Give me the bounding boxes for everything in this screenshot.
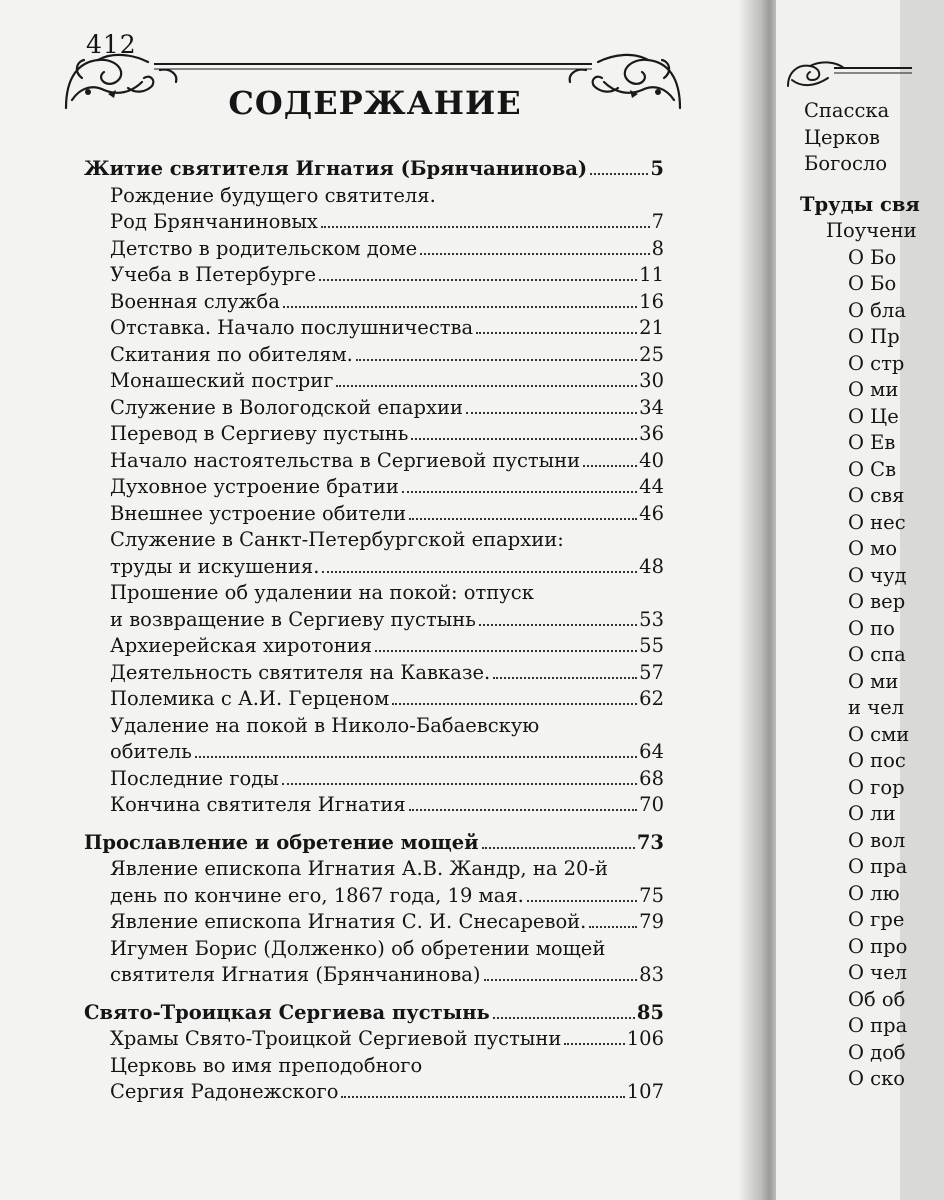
toc-section [84,830,664,857]
toc-page-number: 30 [639,369,664,392]
right-page-line: Поучени [826,219,917,242]
right-page-line: О чел [848,961,908,984]
toc-leader-dots [336,385,637,387]
toc-page-number: 68 [639,766,664,790]
toc-entry [84,474,664,501]
toc-section [84,1000,664,1027]
right-page-line: О по [848,616,895,640]
toc-entry [84,1053,664,1080]
right-page-line: О спа [848,643,906,666]
toc-entry-title: Свято-Троицкая Сергиева пустынь [84,1000,490,1024]
toc-page-number: 44 [639,475,664,498]
toc-entry-title: Сергия Радонежского [110,1080,339,1103]
right-page-line: Спасска [804,99,890,122]
right-page-line: О пос [848,749,906,772]
toc-page-number: 75 [639,883,664,907]
toc-entry-title: Служение в Вологодской епархии [110,395,464,419]
toc-entry [84,633,664,660]
right-page-line: О ми [848,669,899,693]
toc-leader-dots [411,438,637,440]
toc-entry-title: Игумен Борис (Долженко) об обретении мощей [110,936,606,960]
toc-leader-dots [484,979,638,981]
toc-leader-dots [409,809,638,811]
toc-entry-title: труды и искушения. [110,554,320,578]
toc-page-number: 62 [639,687,664,710]
toc-entry [84,395,664,422]
toc-entry-title: Военная служба [110,289,280,313]
right-page-line: О стр [848,351,905,375]
toc-entry [84,856,664,883]
toc-entry-title: Скитания по обителям. [110,342,353,366]
toc-entry-title: Церковь во имя преподобного [110,1053,423,1077]
toc-page-number: 73 [636,830,664,854]
right-page-line: О нес [848,510,906,534]
toc-entry [84,936,664,963]
toc-entry-title: Род Брянчаниновых [110,210,318,233]
right-page-line: О Бо [848,272,897,295]
toc-entry [84,236,664,263]
toc-entry-title: Служение в Санкт-Петербургской епархии: [110,528,564,551]
toc-entry [84,686,664,713]
toc-leader-dots [476,332,637,334]
toc-page-number: 83 [639,963,664,986]
toc-entry [84,962,664,989]
toc-entry-title: Перевод в Сергиеву пустынь [110,422,409,445]
table-of-contents [84,156,664,1106]
toc-page-number: 64 [639,740,664,763]
toc-entry-title: и возвращение в Сергиеву пустынь [110,607,476,631]
toc-entry-title: Последние годы [110,766,279,790]
toc-leader-dots [590,173,648,175]
toc-entry [84,183,664,210]
right-page-line: О Це [848,404,899,428]
right-page [776,0,920,1200]
toc-page-number: 70 [639,793,664,816]
toc-entry [84,909,664,936]
toc-leader-dots [564,1043,624,1045]
toc-entry-title: обитель [110,740,192,763]
toc-entry [84,1026,664,1053]
toc-entry [84,448,664,475]
toc-entry-title: Архиерейская хиротония [110,634,373,657]
toc-entry [84,368,664,395]
toc-entry-title: Удаление на покой в Николо-Бабаевскую [110,713,540,737]
toc-page-number: 5 [650,157,664,180]
toc-entry [84,554,664,581]
toc-entry-title: Отставка. Начало послушничества [110,316,474,339]
right-page-line: О мо [848,537,898,560]
right-page-line: О чуд [848,563,907,587]
toc-leader-dots [375,650,637,652]
toc-entry-title: Явление епископа Игнатия А.В. Жандр, на 20-й [110,857,609,880]
toc-leader-dots [322,571,637,573]
toc-entry [84,1079,664,1106]
right-page-line: О свя [848,484,905,507]
toc-leader-dots [319,279,637,281]
toc-entry [84,262,664,289]
right-page-line: О лю [848,881,900,905]
toc-page-number: 107 [626,1080,664,1103]
toc-entry-title: Явление епископа Игнатия С. И. Снесаревой. [110,910,587,933]
toc-leader-dots [589,926,637,928]
toc-section [84,156,664,183]
toc-entry-title: Внешнее устроение обители [110,501,407,525]
toc-page-number: 79 [639,910,664,933]
toc-entry-title: святителя Игнатия (Брянчанинова) [110,963,481,986]
right-page-line: О Св [848,457,897,481]
toc-leader-dots [466,412,637,414]
right-page-line: Об об [848,987,906,1011]
toc-page-number: 11 [639,263,664,286]
toc-leader-dots [409,518,637,520]
toc-entry-title: Начало настоятельства в Сергиевой пустыни [110,448,581,472]
toc-leader-dots [283,306,637,308]
right-page-line: О гор [848,775,905,799]
toc-entry [84,501,664,528]
toc-page-number: 40 [639,448,664,472]
toc-leader-dots [527,900,637,902]
right-page-line: О вер [848,590,906,613]
toc-entry-title: день по кончине его, 1867 года, 19 мая. [110,883,524,907]
toc-page-number: 55 [639,634,664,657]
toc-entry [84,660,664,687]
toc-entry-title: Житие святителя Игнатия (Брянчанинова) [84,157,588,180]
toc-entry-title: Духовное устроение братии [110,475,399,498]
toc-leader-dots [402,491,637,493]
toc-leader-dots [356,359,637,361]
right-page-line: О доб [848,1040,906,1064]
toc-entry [84,607,664,634]
right-page-line: Труды свя [800,192,920,216]
toc-entry [84,289,664,316]
toc-entry-title: Прошение об удалении на покой: отпуск [110,581,534,604]
toc-entry [84,421,664,448]
toc-entry-title: Полемика с А.И. Герценом [110,687,390,710]
right-page-line: О пра [848,855,908,878]
toc-page-number: 48 [639,554,664,578]
toc-page-number: 7 [651,210,664,233]
toc-page-number: 16 [639,289,664,313]
toc-entry-title: Кончина святителя Игнатия [110,793,406,816]
right-page-line: О вол [848,828,906,852]
toc-leader-dots [420,253,649,255]
right-page-text [800,98,944,1093]
right-page-line: О пра [848,1014,908,1037]
toc-entry [84,883,664,910]
right-page-line: О гре [848,908,905,931]
right-page-line: О про [848,934,908,958]
toc-page-number: 46 [639,501,664,525]
right-page-line: О ли [848,802,896,825]
toc-entry-title: Учеба в Петербурге [110,263,317,286]
toc-page-number: 85 [636,1000,664,1024]
toc-leader-dots [392,703,637,705]
toc-leader-dots [195,756,637,758]
right-page-line: О Пр [848,325,900,348]
toc-entry [84,342,664,369]
toc-page-number: 25 [639,342,664,366]
toc-entry [84,739,664,766]
toc-entry [84,766,664,793]
toc-page-number: 36 [639,422,664,445]
toc-page-number: 57 [639,660,664,684]
toc-leader-dots [493,677,637,679]
toc-leader-dots [583,465,637,467]
toc-entry [84,315,664,342]
toc-entry-title: Прославление и обретение мощей [84,830,479,854]
toc-entry-title: Храмы Свято-Троицкой Сергиевой пустыни [110,1027,562,1050]
toc-entry-title: Деятельность святителя на Кавказе. [110,660,491,684]
right-page-line: Церков [804,125,880,149]
toc-page-number: 21 [639,316,664,339]
right-page-line: О сми [848,722,910,746]
toc-entry [84,713,664,740]
toc-leader-dots [493,1017,635,1019]
right-page-line: О Ев [848,431,896,454]
toc-page-number: 106 [626,1027,664,1050]
toc-entry-title: Монашеский постриг [110,369,334,392]
book-gutter [738,0,780,1200]
toc-leader-dots [282,783,637,785]
toc-page-number: 34 [639,395,664,419]
toc-entry [84,580,664,607]
toc-leader-dots [482,847,635,849]
toc-leader-dots [479,624,637,626]
right-page-line: и чел [848,696,905,719]
ornament-header-icon [782,58,912,94]
toc-entry [84,527,664,554]
toc-entry [84,792,664,819]
toc-leader-dots [321,226,650,228]
right-page-line: О ско [848,1067,906,1090]
page-number: 412 [86,30,137,59]
toc-page-number: 53 [639,607,664,631]
toc-entry-title: Рождение будущего святителя. [110,183,436,207]
toc-entry [84,209,664,236]
contents-heading: СОДЕРЖАНИЕ [228,84,522,122]
toc-page-number: 8 [651,236,664,260]
right-page-line: О Бо [848,245,897,269]
toc-entry-title: Детство в родительском доме [110,236,418,260]
right-page-line: О ми [848,378,899,401]
right-page-line: Богосло [804,152,888,175]
right-page-line: О бла [848,298,906,322]
toc-leader-dots [341,1096,624,1098]
